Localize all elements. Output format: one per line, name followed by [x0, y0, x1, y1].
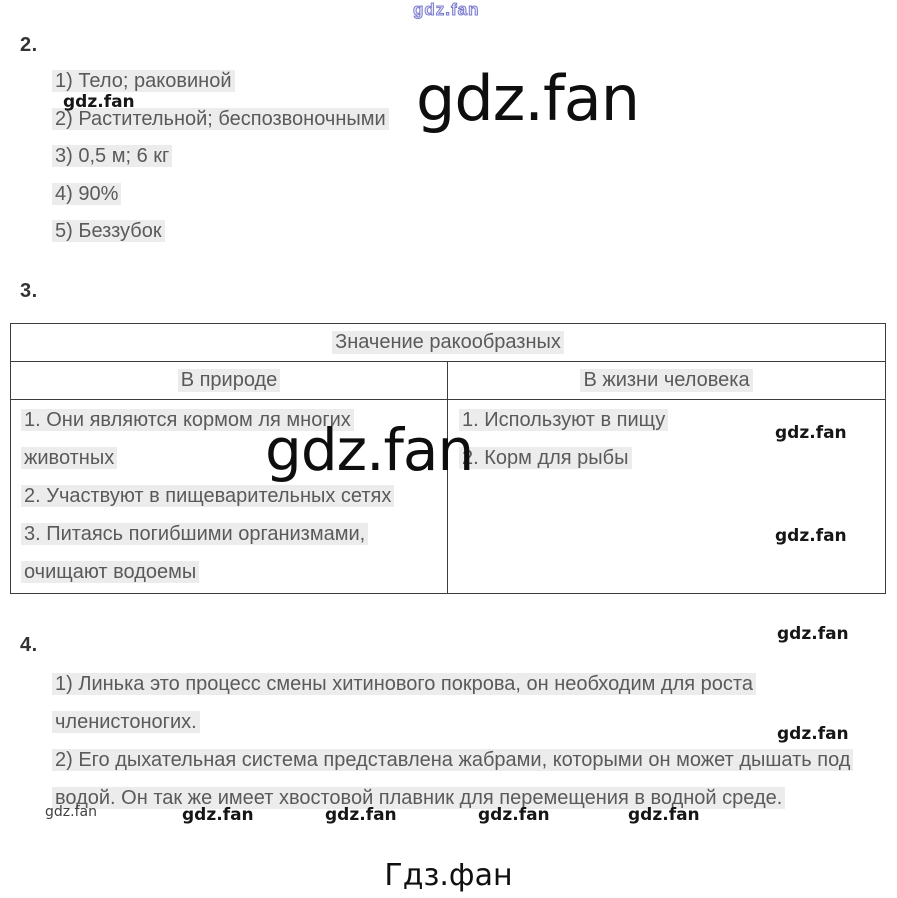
- nature-item-text: 1. Они являются кормом ля многих животных: [21, 409, 354, 469]
- answer-paragraph-text: 1) Линька это процесс смены хитинового покрова, он необходим для роста членистоногих.: [52, 673, 756, 733]
- watermark-gdz-fan-bottom-2: gdz.fan: [182, 805, 254, 825]
- answer-item: [52, 138, 389, 176]
- section-2-number: 2.: [20, 34, 38, 56]
- answer-item-text: 5) Беззубок: [52, 220, 165, 242]
- table-title-row: [11, 324, 885, 362]
- answer-item-text: 3) 0,5 м; 6 кг: [52, 145, 172, 167]
- watermark-gdz-fan-bottom-1: gdz.fan: [45, 804, 97, 820]
- watermark-gdz-fan-right-1: gdz.fan: [777, 624, 849, 644]
- section-4-number: 4.: [20, 634, 38, 656]
- human-item: [459, 439, 879, 477]
- column-header-nature: [11, 362, 448, 399]
- watermark-gdz-fan-top: gdz.fan: [413, 0, 480, 19]
- answer-item-text: 2) Растительной; беспозвоночными: [52, 108, 389, 130]
- column-header-text: В жизни человека: [580, 369, 752, 392]
- footer-brand: Гдз.фан: [384, 858, 513, 893]
- answer-item-text: 4) 90%: [52, 183, 121, 205]
- answer-item: [52, 213, 389, 251]
- answer-item-text: 1) Тело; раковиной: [52, 70, 235, 92]
- human-item-text: 2. Корм для рыбы: [459, 447, 632, 469]
- nature-item: [21, 515, 441, 591]
- section-3-number: 3.: [20, 280, 38, 302]
- watermark-gdz-fan-bottom-4: gdz.fan: [478, 805, 550, 825]
- nature-item-text: 3. Питаясь погибшими организмами, очищают водоемы: [21, 523, 368, 583]
- watermark-gdz-fan-cell-2: gdz.fan: [775, 526, 847, 546]
- answer-item: [52, 176, 389, 214]
- watermark-gdz-fan-bottom-5: gdz.fan: [628, 805, 700, 825]
- watermark-gdz-fan-bottom-3: gdz.fan: [325, 805, 397, 825]
- answer-paragraph-2: [52, 741, 854, 817]
- column-header-text: В природе: [178, 369, 281, 392]
- answer-paragraph-1: [52, 665, 854, 741]
- table-title: Значение ракообразных: [332, 331, 564, 354]
- watermark-gdz-fan-inline: gdz.fan: [63, 92, 135, 112]
- nature-item-text: 2. Участвуют в пищеварительных сетях: [21, 485, 394, 507]
- table-header-row: [11, 362, 885, 400]
- column-header-human: [448, 362, 885, 399]
- human-item-text: 1. Используют в пищу: [459, 409, 668, 431]
- watermark-gdz-fan-large-2: gdz.fan: [265, 416, 474, 484]
- answer-paragraph-text: 2) Его дыхательная система представлена жабрами, которыми он может дышать под водой. Он так же имеет хвостовой плавник для перемещения в водной среде.: [52, 749, 853, 809]
- watermark-gdz-fan-large-1: gdz.fan: [416, 62, 640, 135]
- watermark-gdz-fan-cell-1: gdz.fan: [775, 423, 847, 443]
- watermark-gdz-fan-right-2: gdz.fan: [777, 724, 849, 744]
